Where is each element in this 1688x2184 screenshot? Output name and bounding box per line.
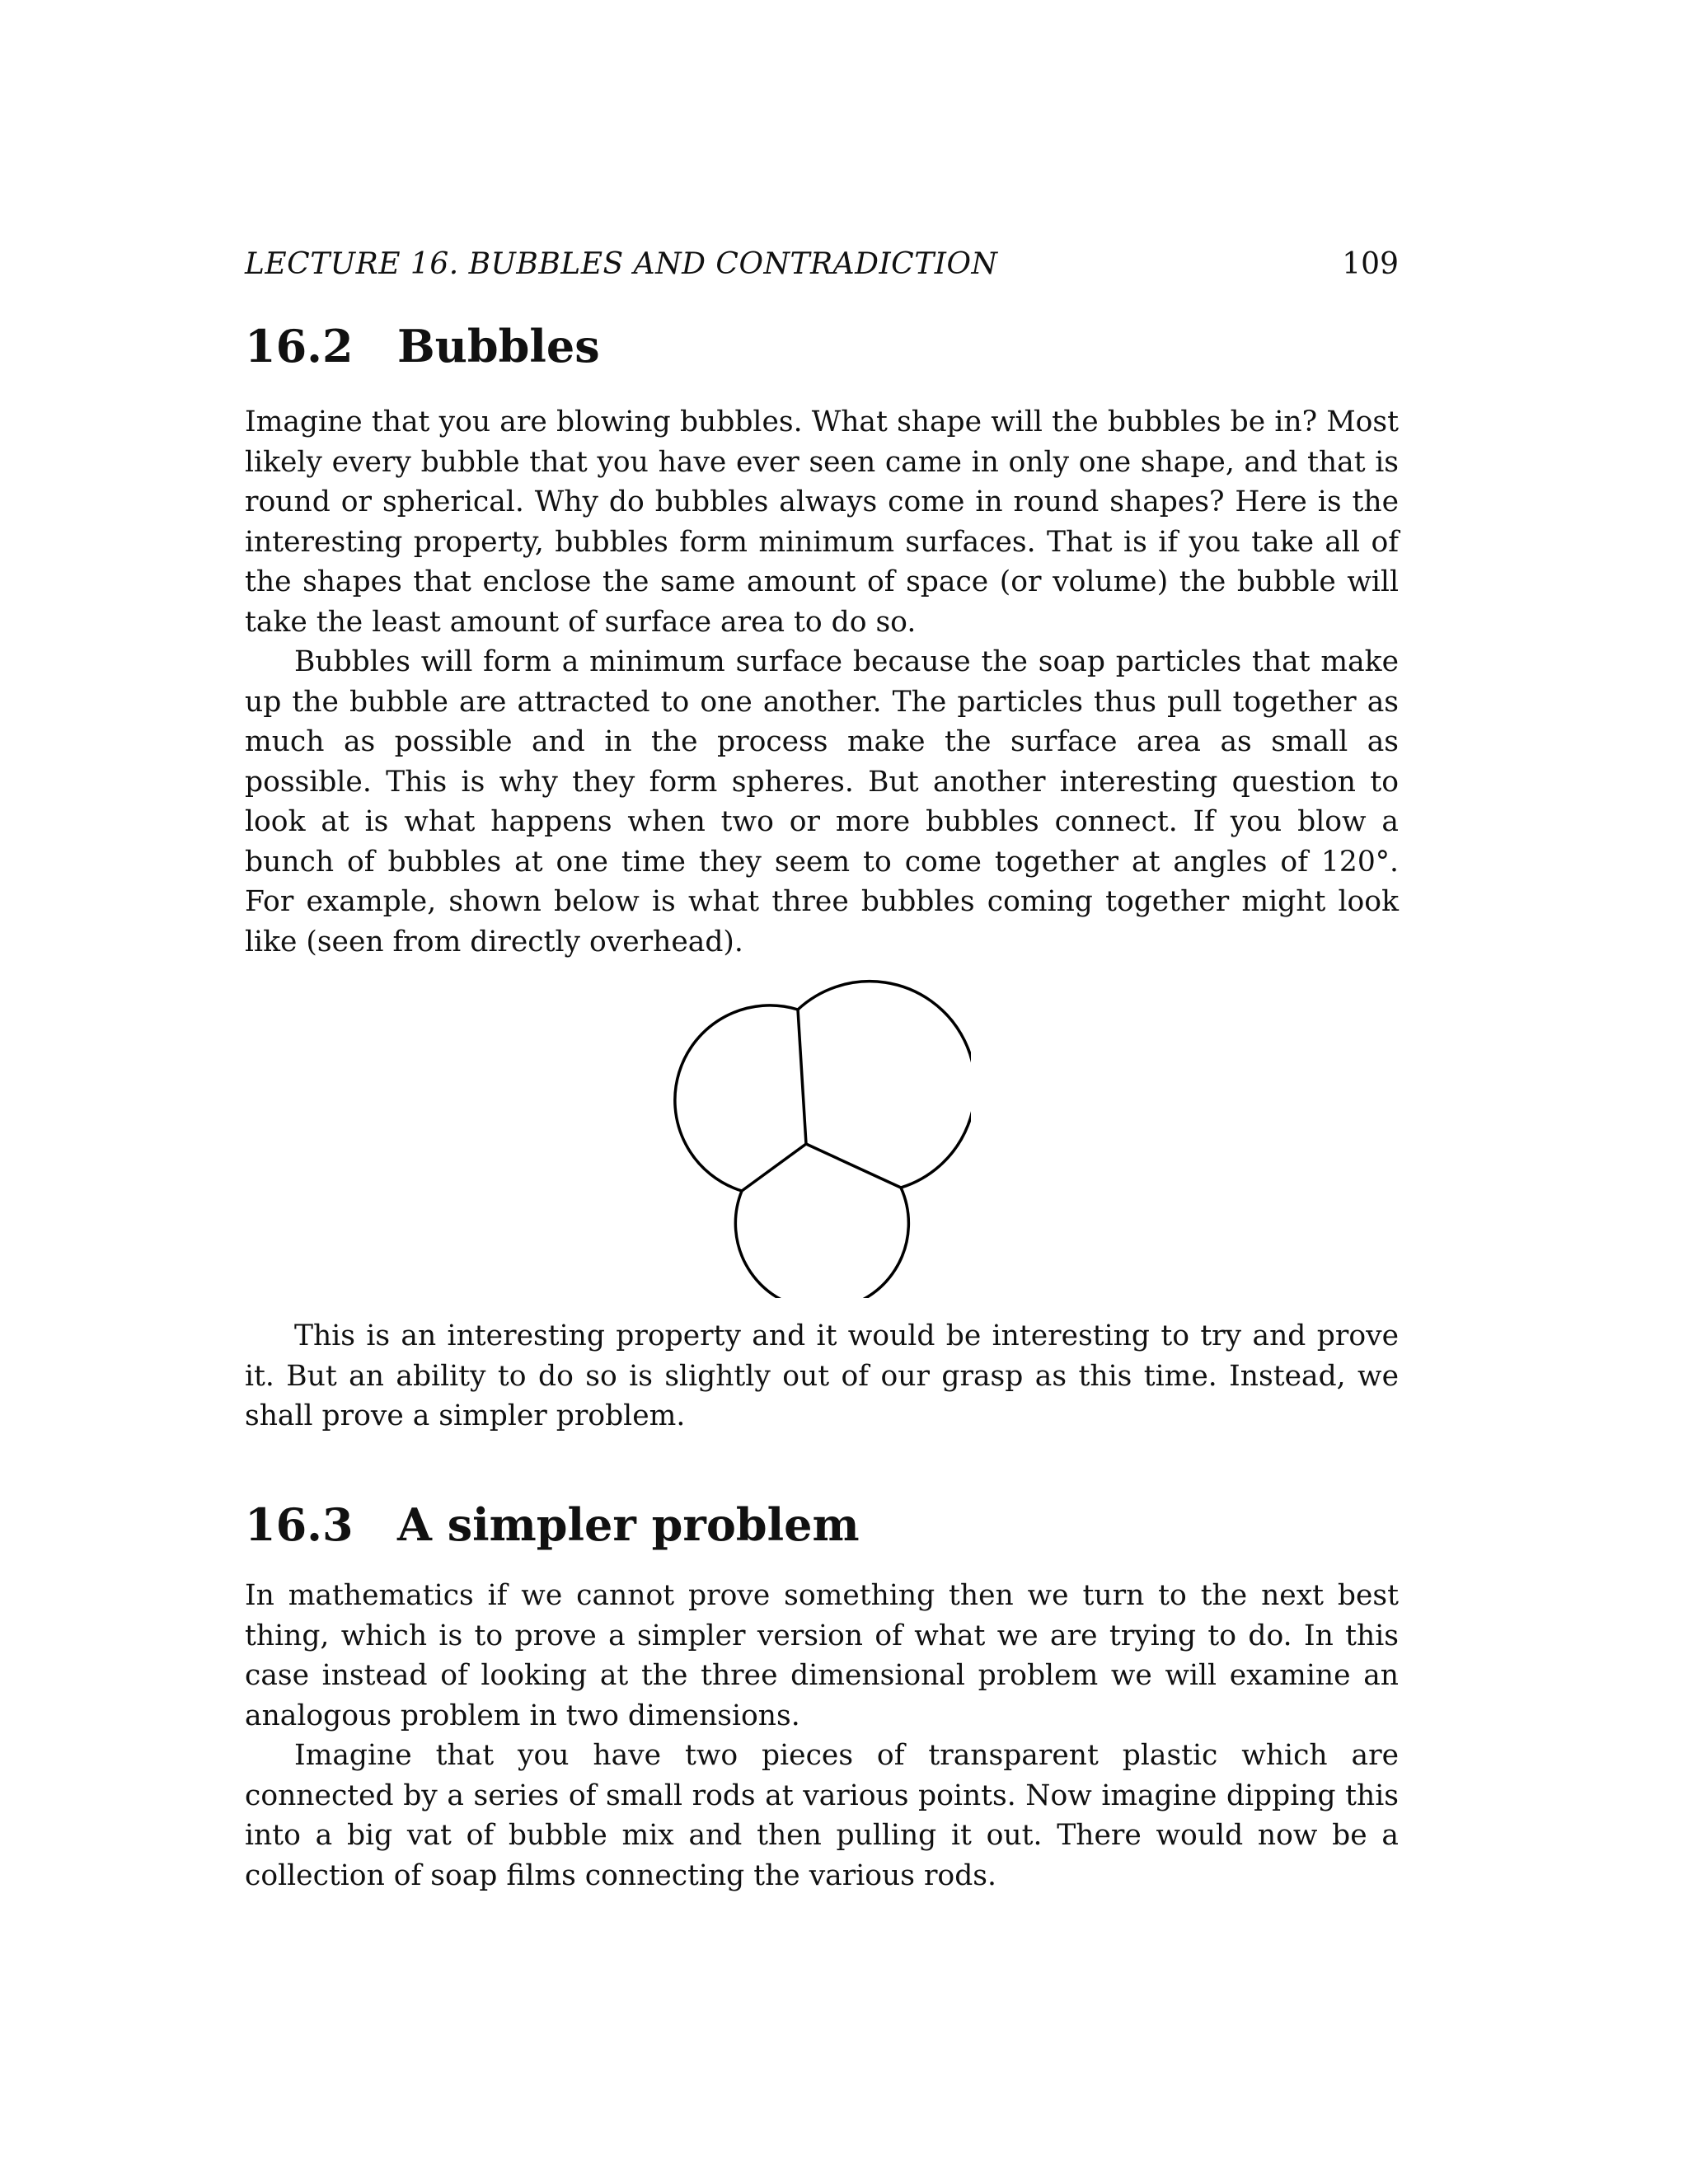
running-head	[245, 247, 1399, 288]
membrane-left-bottom	[742, 1144, 806, 1191]
three-bubbles-diagram	[666, 977, 971, 1298]
membrane-left-right	[798, 1010, 806, 1144]
section-number: 16.3	[245, 1498, 354, 1551]
section-title: A simpler problem	[397, 1498, 860, 1551]
section-heading-bubbles	[245, 320, 600, 373]
three-bubbles-figure	[666, 977, 971, 1298]
paragraph: This is an interesting property and it would be interesting to try and prove it. But an ability to do so is slightly out of our grasp as this time. Instead, we shall prove a simpler problem.	[245, 1319, 1399, 1432]
bottom-bubble-arc	[735, 1188, 908, 1298]
paragraph: In mathematics if we cannot prove something then we turn to the next best thing, which is to prove a simpler version of what we are trying to do. In this case instead of looking at the three dimensional problem we will examine an analogous problem in two dimensions.	[245, 1579, 1399, 1732]
page-number: 109	[1342, 247, 1399, 281]
paragraph: Imagine that you are blowing bubbles. What shape will the bubbles be in? Most likely every bubble that you have ever seen came in only one shape, and that is round or spherical. Why do bubbles always come in round shapes? Here is the interesting property, bubbles form minimum surfaces. That is if you take all of the shapes that enclose the same amount of space (or volume) the bubble will take the least amount of surface area to do so.	[245, 405, 1399, 639]
membrane-right-bottom	[806, 1144, 901, 1188]
paragraph: Imagine that you have two pieces of transparent plastic which are connected by a series of small rods at various points. Now imagine dipping this into a big vat of bubble mix and then pulling it out. There would now be a collection of soap films connecting the various rods.	[245, 1739, 1399, 1892]
section-title: Bubbles	[397, 320, 600, 373]
paragraph: Bubbles will form a minimum surface because the soap particles that make up the bubble are attracted to one another. The particles thus pull together as much as possible and in the process make the surface area as small as possible. This is why they form spheres. But another interesting question to look at is what happens when two or more bubbles connect. If you blow a bunch of bubbles at one time they seem to come together at angles of 120°. For example, shown below is what three bubbles coming together might look like (seen from directly overhead).	[245, 645, 1399, 958]
running-title: LECTURE 16. BUBBLES AND CONTRADICTION	[245, 247, 998, 281]
right-bubble-arc	[798, 982, 971, 1188]
section-number: 16.2	[245, 320, 354, 373]
section-heading-simpler-problem	[245, 1498, 860, 1551]
